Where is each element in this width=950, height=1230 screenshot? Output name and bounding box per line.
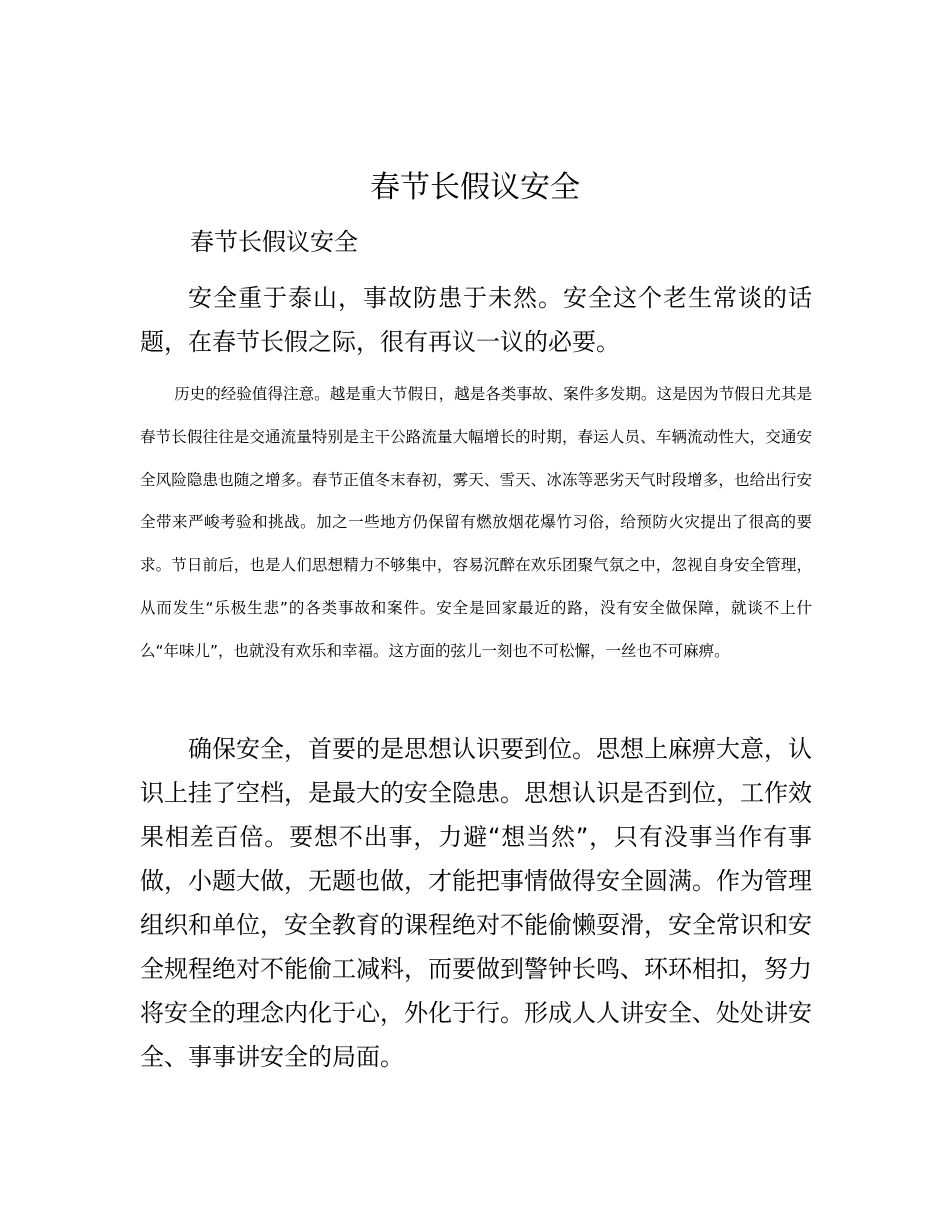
document-subtitle: 春节长假议安全 [190, 228, 358, 256]
paragraph-intro: 安全重于泰山，事故防患于未然。安全这个老生常谈的话题，在春节长假之际，很有再议一议的必要。 [140, 284, 812, 356]
paragraph-awareness: 确保安全，首要的是思想认识要到位。思想上麻痹大意，认识上挂了空档，是最大的安全隐患。思想认识是否到位，工作效果相差百倍。要想不出事，力避“想当然”，只有没事当作有事做，小题大做，无题也做，才能把事情做得安全圆满。作为管理组织和单位，安全教育的课程绝对不能偷懒耍滑，安全常识和安全规程绝对不能偷工减料，而要做到警钟长鸣、环环相扣，努力将安全的理念内化于心，外化于行。形成人人讲安全、处处讲安全、事事讲安全的局面。 [140, 735, 812, 1071]
document-title: 春节长假议安全 [370, 170, 580, 205]
paragraph-history: 历史的经验值得注意。越是重大节假日，越是各类事故、案件多发期。这是因为节假日尤其是春节长假往往是交通流量特别是主干公路流量大幅增长的时期，春运人员、车辆流动性大，交通安全风险隐患也随之增多。春节正值冬末春初，雾天、雪天、冰冻等恶劣天气时段增多，也给出行安全带来严峻考验和挑战。加之一些地方仍保留有燃放烟花爆竹习俗，给预防火灾提出了很高的要求。节日前后，也是人们思想精力不够集中，容易沉醉在欢乐团聚气氛之中，忽视自身安全管理，从而发生“乐极生悲”的各类事故和案件。安全是回家最近的路，没有安全做保障，就谈不上什么“年味儿”，也就没有欢乐和幸福。这方面的弦儿一刻也不可松懈，一丝也不可麻痹。 [140, 385, 812, 660]
